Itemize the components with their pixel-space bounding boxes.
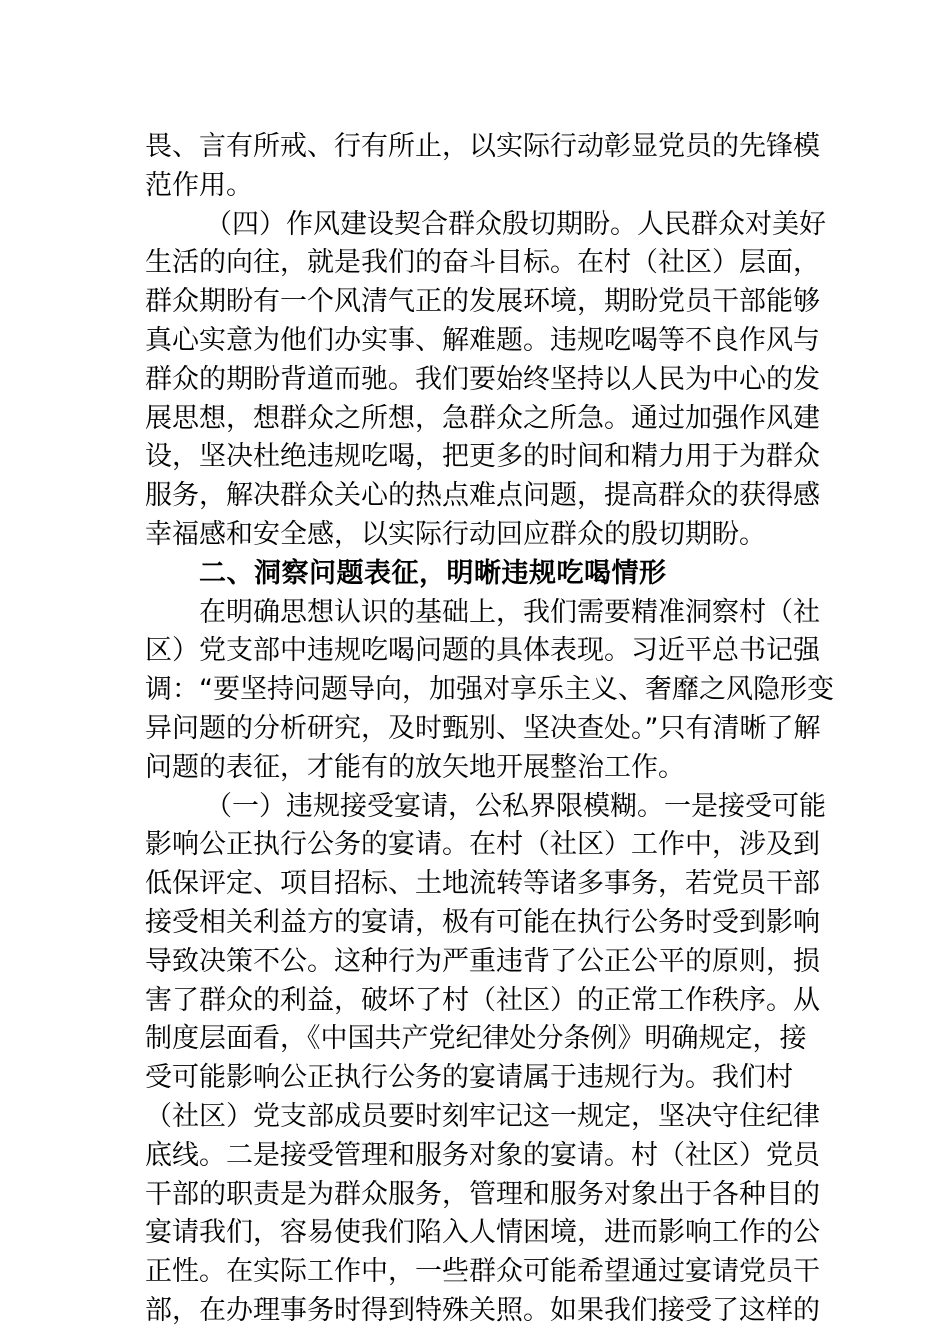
text-line: 幸福感和安全感，以实际行动回应群众的殷切期盼。: [145, 518, 766, 550]
paragraph-start: 在明确思想认识的基础上，我们需要精准洞察村（社: [199, 596, 820, 628]
text-line: 影响公正执行公务的宴请。在村（社区）工作中，涉及到: [145, 829, 820, 861]
text-line: 设，坚决杜绝违规吃喝，把更多的时间和精力用于为群众: [145, 441, 820, 473]
text-line: 生活的向往，就是我们的奋斗目标。在村（社区）层面，: [145, 247, 820, 279]
text-line: 底线。二是接受管理和服务对象的宴请。村（社区）党员: [145, 1139, 820, 1171]
text-line: 接受相关利益方的宴请，极有可能在执行公务时受到影响: [145, 906, 820, 938]
text-line: 畏、言有所戒、行有所止，以实际行动彰显党员的先锋模: [145, 131, 820, 162]
text-line: 干部的职责是为群众服务，管理和服务对象出于各种目的: [145, 1178, 820, 1210]
text-line: 展思想，想群众之所想，急群众之所急。通过加强作风建: [145, 402, 820, 434]
text-line: 害了群众的利益，破坏了村（社区）的正常工作秩序。从: [145, 984, 820, 1016]
document-body: [145, 128, 834, 1331]
text-line: 群众期盼有一个风清气正的发展环境，期盼党员干部能够: [145, 286, 820, 318]
text-line: 宴请我们，容易使我们陷入人情困境，进而影响工作的公: [145, 1217, 820, 1249]
text-line: 区）党支部中违规吃喝问题的具体表现。习近平总书记强: [145, 635, 820, 667]
text-line: 群众的期盼背道而驰。我们要始终坚持以人民为中心的发: [145, 363, 820, 395]
text-line: 制度层面看，《中国共产党纪律处分条例》明确规定，接: [145, 1023, 807, 1055]
text-line: 问题的表征，才能有的放矢地开展整治工作。: [145, 751, 685, 783]
text-line: 范作用。: [145, 169, 253, 201]
section-four-paragraph-start: （四）作风建设契合群众殷切期盼。人民群众对美好: [205, 208, 826, 240]
text-line: （社区）党支部成员要时刻牢记这一规定，坚决守住纪律: [145, 1100, 820, 1132]
text-line: 调：“要坚持问题导向，加强对享乐主义、奢靡之风隐形变: [145, 674, 834, 706]
text-line: 导致决策不公。这种行为严重违背了公正公平的原则，损: [145, 945, 820, 977]
text-line: 服务，解决群众关心的热点难点问题，提高群众的获得感: [145, 480, 820, 512]
text-line: 正性。在实际工作中，一些群众可能希望通过宴请党员干: [145, 1256, 820, 1288]
text-line: 异问题的分析研究，及时甄别、坚决查处。”只有清晰了解: [145, 712, 821, 744]
text-line: 低保评定、项目招标、土地流转等诸多事务，若党员干部: [145, 868, 820, 900]
text-line: 真心实意为他们办实事、解难题。违规吃喝等不良作风与: [145, 324, 820, 356]
text-line: 部，在办理事务时得到特殊关照。如果我们接受了这样的: [145, 1294, 820, 1326]
section-heading: 二、洞察问题表征，明晰违规吃喝情形: [199, 557, 667, 589]
subsection-one-paragraph-start: （一）违规接受宴请，公私界限模糊。一是接受可能: [205, 790, 826, 822]
text-line: 受可能影响公正执行公务的宴请属于违规行为。我们村: [145, 1062, 793, 1094]
